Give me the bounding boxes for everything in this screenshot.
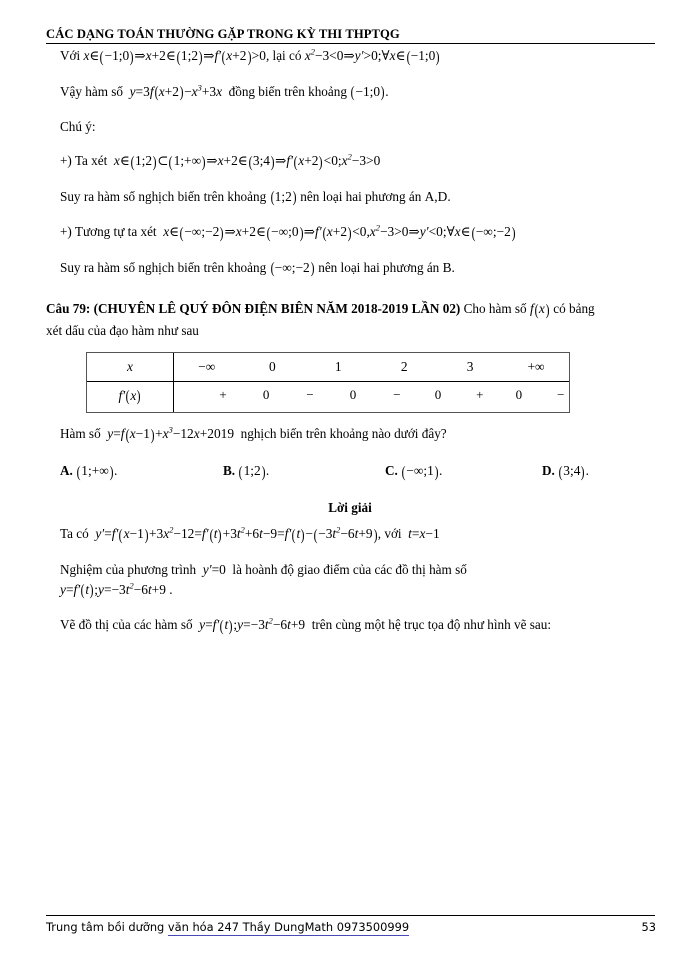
header-title: CÁC DẠNG TOÁN THƯỜNG GẶP TRONG KỲ THI THPTQG [46,27,400,41]
question-source: (CHUYÊN LÊ QUÝ ĐÔN ĐIỆN BIÊN NĂM 2018-2019 LẦN 02) [93,301,461,316]
table-row-x [87,353,569,382]
solution-line-3: $y=f'(t);y=-3t^2-6t+9$ . [60,581,173,599]
question-intro-tail: có bảng [553,301,595,316]
question-heading [46,299,660,341]
sign-4: − [393,387,401,402]
option-c[interactable] [385,463,442,482]
footer-text [46,920,409,934]
cell-x-4: 3 [437,353,503,382]
footer-divider [46,915,655,916]
sign-8: − [557,387,565,402]
option-b-value: (1;2). [239,463,270,481]
option-b-letter: B. [223,463,236,478]
solution-line-1: Ta có $y'=f'(x-1)+3x^2-12=f'(t)+3t^2+6t-9=f'(t)-(-3t^2-6t+9)$, với t=x−1 [60,525,440,544]
option-d-value: (3;4). [558,463,589,481]
option-a[interactable] [60,463,117,482]
question-intro-math: f(x) [529,301,550,319]
option-b[interactable] [223,463,269,482]
sign-2: − [306,387,314,402]
body-line-7: Suy ra hàm số nghịch biến trên khoảng (−∞;−2) nên loại hai phương án B. [60,259,455,277]
sign-0: + [219,387,227,402]
answer-options [60,463,660,483]
cell-x-1: 0 [239,353,305,382]
question-intro-text: Cho hàm số [463,301,527,316]
cell-label-fprime: f′(x) [87,382,174,413]
body-content [46,48,658,277]
sign-7: 0 [515,387,523,402]
option-a-letter: A. [60,463,73,478]
sign-6: + [476,387,484,402]
option-c-letter: C. [385,463,398,478]
sign-3: 0 [349,387,357,402]
solution-line-2: Nghiệm của phương trình y′=0 là hoành độ giao điểm của các đồ thị hàm số [60,561,467,577]
solution-body [60,526,660,635]
cell-x-5: +∞ [503,353,569,382]
body-line-1: Với x∈(−1;0)⇒x+2∈(1;2)⇒f′(x+2)>0, lại có $x^2-3<0\Rightarrow y'>0;\forall x\in(-1;0)$ [60,47,440,66]
sign-5: 0 [434,387,442,402]
option-d[interactable] [542,463,589,482]
sign-table [86,352,570,413]
question-prompt: Hàm số $y=f(x-1)+x^3-12x+2019$ nghịch biến trên khoảng nào dưới đây? [60,425,447,444]
footer-prefix: Trung tâm bồi dưỡng [46,920,168,934]
header-divider [46,43,655,44]
footer-link[interactable]: văn hóa 247 Thầy DungMath 0973500999 [167,920,410,934]
table-row-fprime [87,382,569,413]
option-d-letter: D. [542,463,555,478]
cell-label-x: x [87,353,174,382]
body-line-4: +) Ta xét $x\in(1;2)\subset(1;+\infty)\Rightarrow x+2\in(3;4)\Rightarrow f'(x+2)<0;x^2-3>0$ [60,152,381,171]
cell-sign-strip [174,382,570,413]
question-second-line: xét dấu của đạo hàm như sau [46,322,199,338]
option-a-value: (1;+∞). [76,463,118,481]
sign-1: 0 [262,387,270,402]
solution-label: Lời giải [328,500,372,515]
page-header [46,27,656,44]
cell-x-3: 2 [371,353,437,382]
cell-x-0: −∞ [174,353,240,382]
question-number: Câu 79: [46,301,91,316]
body-line-6: +) Tương tự ta xét $x\in(-\infty;-2)\Rightarrow x+2\in(-\infty;0)\Rightarrow f'(x+2)<0,x^2-3>0\Rightarrow y'<0;\forall x\in(-\infty;-2)$ [60,223,516,242]
body-line-5: Suy ra hàm số nghịch biến trên khoảng (1;2) nên loại hai phương án A,D. [60,188,451,206]
option-c-value: (−∞;1). [401,463,443,481]
page-footer [46,919,656,939]
page-number: 53 [641,920,656,934]
body-line-2: Vậy hàm số $y=3f(x+2)-x^3+3x$ đồng biến trên khoảng (−1;0). [60,83,389,101]
body-line-3: Chú ý: [60,119,96,134]
cell-x-2: 1 [305,353,371,382]
solution-line-4: Vẽ đồ thị của các hàm số $y=f'(t);y=-3t^2-6t+9$ trên cùng một hệ trục tọa độ như hình vẽ sau: [60,616,552,635]
